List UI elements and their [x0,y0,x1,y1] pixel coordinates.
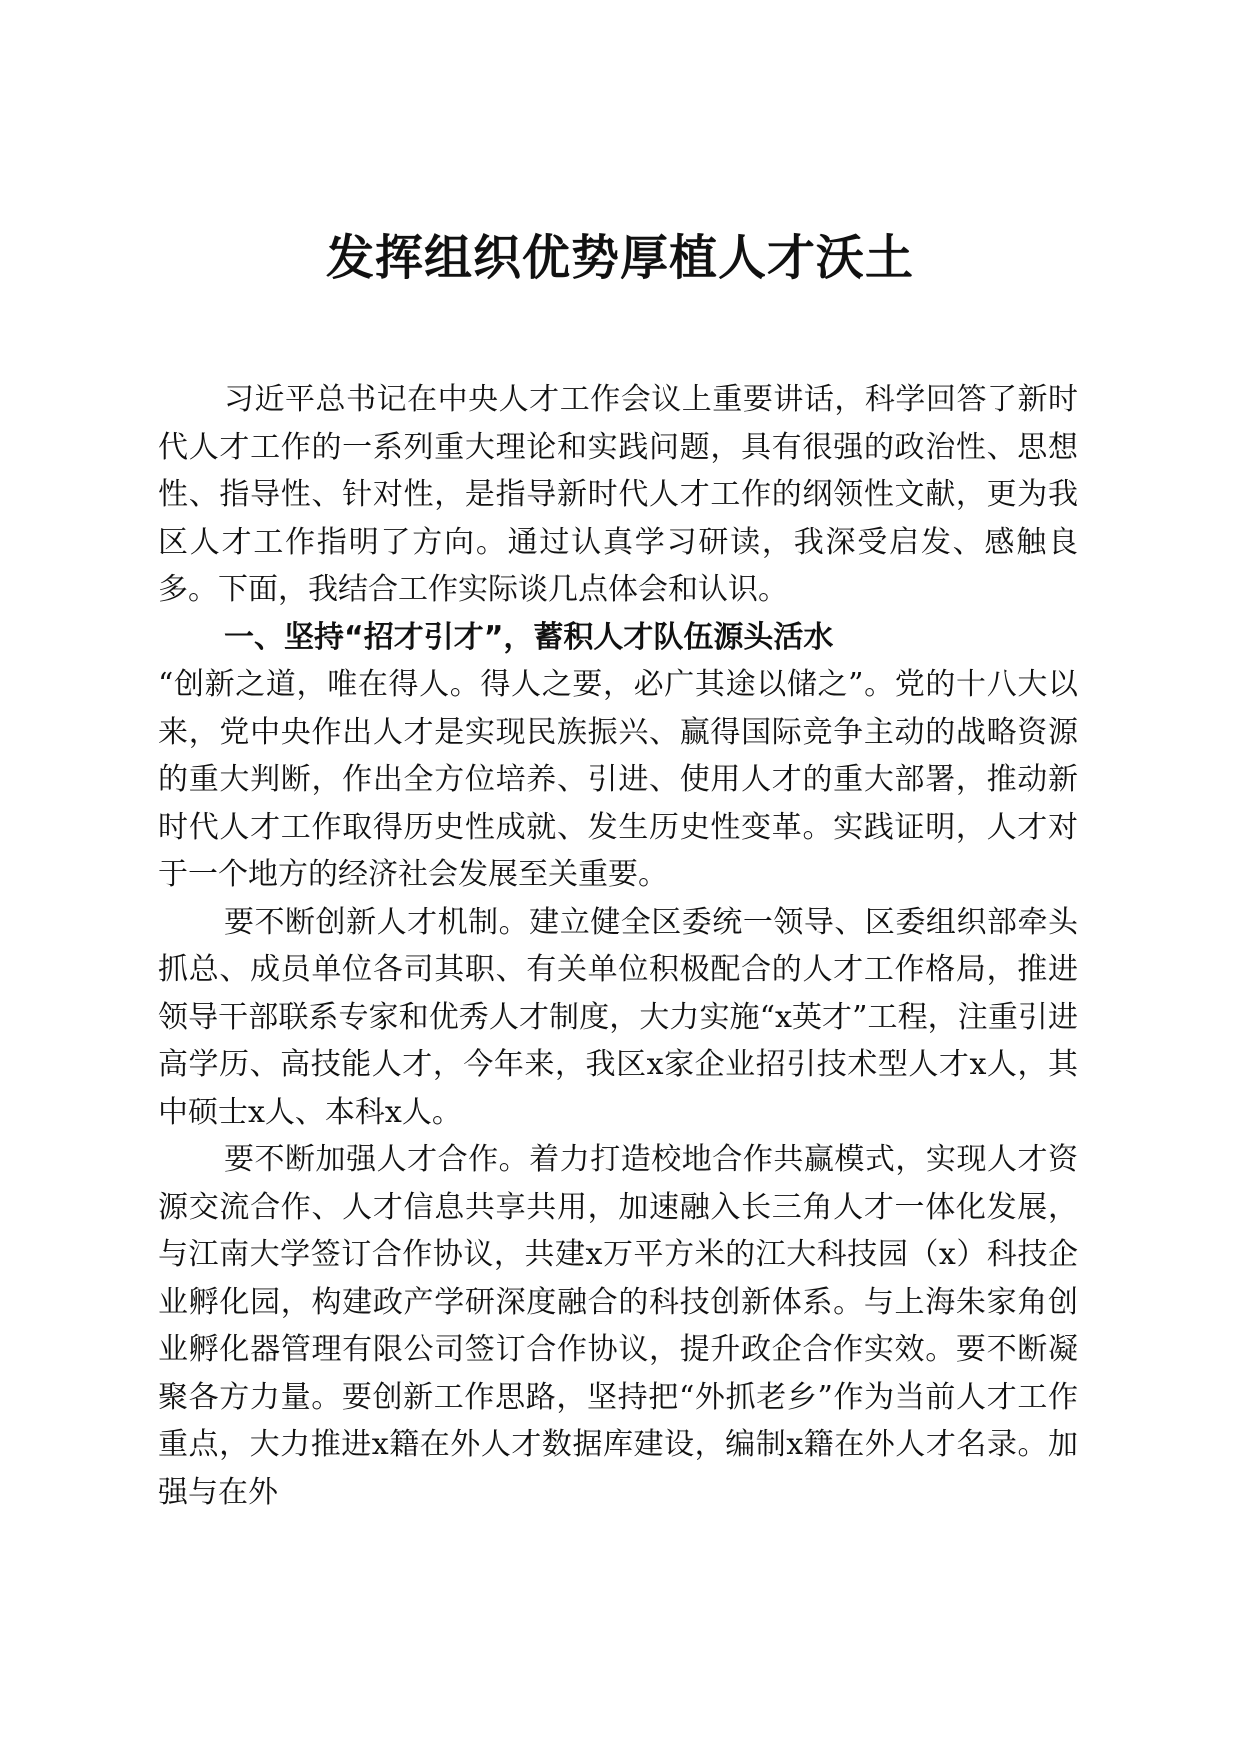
section-heading-1: 一、坚持“招才引才”，蓄积人才队伍源头活水 [224,619,834,655]
quote-paragraph: “创新之道，唯在得人。得人之要，必广其途以储之”。党的十八大以来，党中央作出人才是实现民族振兴、赢得国际竞争主动的战略资源的重大判断，作出全方位培养、引进、使用人才的重大部署，推动新时代人才工作取得历史性成就、发生历史性变革。实践证明，人才对于一个地方的经济社会发展至关重要。 [158,667,1078,892]
mechanism-paragraph: 要不断创新人才机制。建立健全区委统一领导、区委组织部牵头抓总、成员单位各司其职、有关单位积极配合的人才工作格局，推进领导干部联系专家和优秀人才制度，大力实施“x英才”工程，注重引进高学历、高技能人才，今年来，我区x家企业招引技术型人才x人，其中硕士x人、本科x人。 [158,904,1078,1130]
document-title: 发挥组织优势厚植人才沃土 [325,230,914,286]
intro-paragraph: 习近平总书记在中央人才工作会议上重要讲话，科学回答了新时代人才工作的一系列重大理论和实践问题，具有很强的政治性、思想性、指导性、针对性，是指导新时代人才工作的纲领性文献，更为我区人才工作指明了方向。通过认真学习研读，我深受启发、感触良多。下面，我结合工作实际谈几点体会和认识。 [158,382,1078,607]
cooperation-paragraph: 要不断加强人才合作。着力打造校地合作共赢模式，实现人才资源交流合作、人才信息共享共用，加速融入长三角人才一体化发展，与江南大学签订合作协议，共建x万平方米的江大科技园（x）科技企业孵化园，构建政产学研深度融合的科技创新体系。与上海朱家角创业孵化器管理有限公司签订合作协议，提升政企合作实效。要不断凝聚各方力量。要创新工作思路，坚持把“外抓老乡”作为当前人才工作重点，大力推进x籍在外人才数据库建设，编制x籍在外人才名录。加强与在外 [158,1142,1078,1510]
document-body [158,376,1078,1516]
